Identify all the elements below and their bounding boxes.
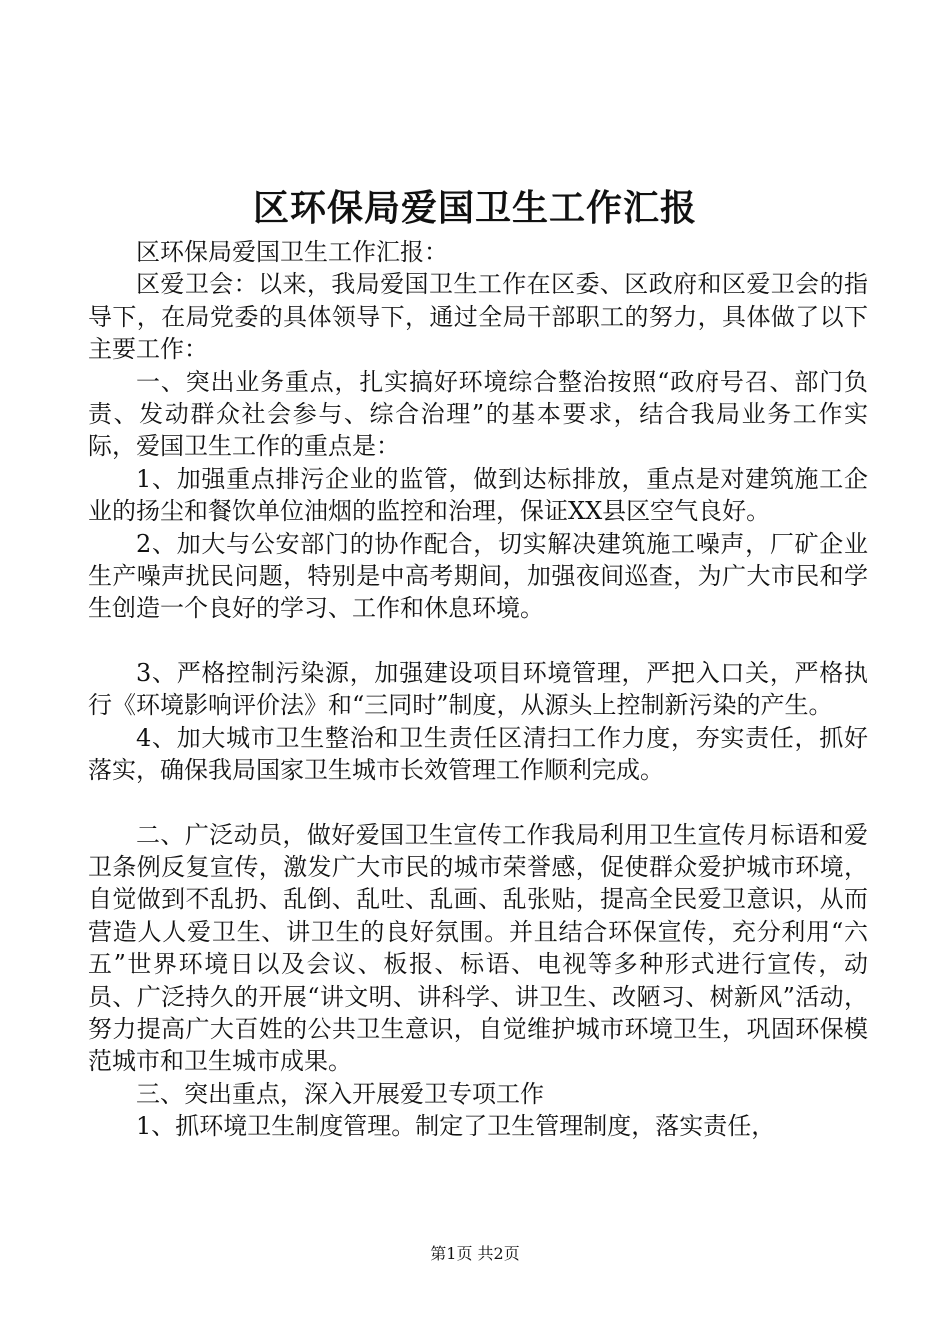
document-title: 区环保局爱国卫生工作汇报 [252,187,697,229]
paragraph-item-1-3: 3、严格控制污染源，加强建设项目环境管理，严把入口关，严格执行《环境影响评价法》和“三同时”制度，从源头上控制新污染的产生。 [88,658,868,720]
paragraph-item-3-1: 1、抓环境卫生制度管理。制定了卫生管理制度，落实责任， [136,1112,776,1141]
paragraph-section-2: 二、广泛动员，做好爱国卫生宣传工作我局利用卫生宣传月标语和爱卫条例反复宣传，激发广大市民的城市荣誉感，促使群众爱护城市环境，自觉做到不乱扔、乱倒、乱吐、乱画、乱张贴，提高全民爱卫意识，从而营造人人爱卫生、讲卫生的良好氛围。并且结合环保宣传，充分利用“六五”世界环境日以及会议、板报、标语、电视等多种形式进行宣传，动员、广泛持久的开展“讲文明、讲科学、讲卫生、改陋习、树新风”活动，努力提高广大百姓的公共卫生意识，自觉维护城市环境卫生，巩固环保模范城市和卫生城市成果。 [88,820,868,1076]
paragraph-salutation-heading: 区环保局爱国卫生工作汇报： [136,238,448,266]
paragraph-item-1-2: 2、加大与公安部门的协作配合，切实解决建筑施工噪声，厂矿企业生产噪声扰民问题，特别是中高考期间，加强夜间巡查，为广大市民和学生创造一个良好的学习、工作和休息环境。 [88,529,868,623]
paragraph-section-3: 三、突出重点，深入开展爱卫专项工作 [136,1079,544,1108]
page-footer: 第1页 共2页 [430,1244,520,1263]
document-body [88,236,868,1143]
paragraph-section-1: 一、突出业务重点，扎实搞好环境综合整治按照“政府号召、部门负责、发动群众社会参与、综合治理”的基本要求，结合我局业务工作实际，爱国卫生工作的重点是： [88,367,868,461]
paragraph-item-1-1: 1、加强重点排污企业的监管，做到达标排放，重点是对建筑施工企业的扬尘和餐饮单位油烟的监控和治理，保证XX县区空气良好。 [88,464,868,526]
paragraph-intro: 区爱卫会：以来，我局爱国卫生工作在区委、区政府和区爱卫会的指导下，在局党委的具体领导下，通过全局干部职工的努力，具体做了以下主要工作： [88,270,868,364]
paragraph-item-1-4: 4、加大城市卫生整治和卫生责任区清扫工作力度，夯实责任，抓好落实，确保我局国家卫生城市长效管理工作顺利完成。 [88,723,868,785]
